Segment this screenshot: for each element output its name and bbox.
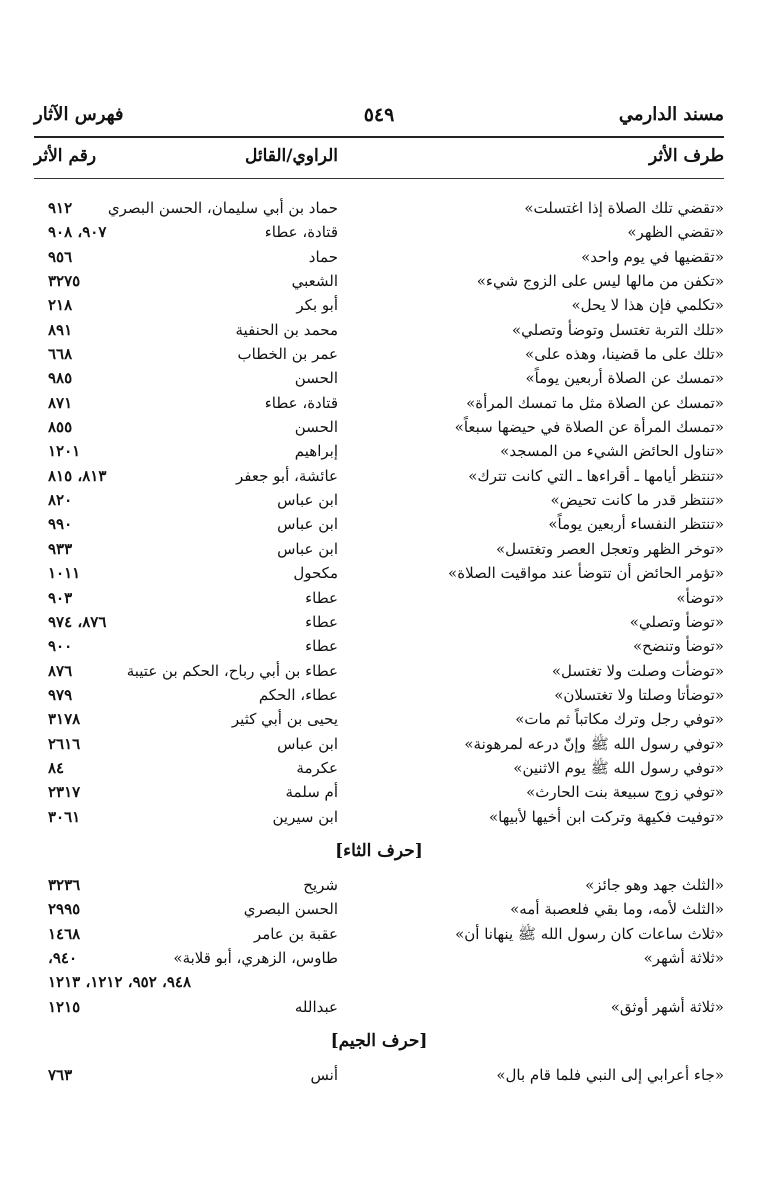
athar-number: ٩٠٣ xyxy=(48,588,73,607)
rawi-text: الحسن xyxy=(294,418,338,437)
rawi-text: شريح xyxy=(303,875,338,894)
table-row xyxy=(34,922,724,946)
athar-text: «توخر الظهر وتعجل العصر وتغتسل» xyxy=(495,539,724,558)
rawi-text: ابن عباس xyxy=(277,515,338,534)
table-row xyxy=(34,683,724,707)
athar-number: ٣٠٦١ xyxy=(48,807,81,826)
header-rule xyxy=(34,136,724,138)
column-headers xyxy=(34,146,724,174)
athar-number: ٧٦٣ xyxy=(48,1066,73,1084)
rawi-text: عطاء xyxy=(305,637,338,656)
rawi-text: عطاء بن أبي رباح، الحكم بن عتيبة xyxy=(126,661,338,680)
athar-number: ٨١٣، ٨١٥ xyxy=(48,466,107,485)
athar-text: «الثلث جهد وهو جائز» xyxy=(585,875,724,894)
athar-text: «تنتظر قدر ما كانت تحيض» xyxy=(550,491,724,510)
athar-text: «الثلث لأمه، وما بقي فلعصبة أمه» xyxy=(510,900,724,919)
rawi-text: حماد xyxy=(308,247,338,266)
athar-number: ٨٩١ xyxy=(48,320,73,339)
athar-number: ٨٧٦، ٩٧٤ xyxy=(48,612,107,631)
table-row xyxy=(34,659,724,683)
rawi-text: عمر بن الخطاب xyxy=(237,345,338,364)
athar-text: «تمسك المرأة عن الصلاة في حيضها سبعاً» xyxy=(454,418,724,437)
athar-text: «توفي رسول الله ﷺ يوم الاثنين» xyxy=(513,758,724,777)
athar-number: ٨٤ xyxy=(48,758,65,777)
rawi-text: يحيى بن أبي كثير xyxy=(231,710,338,729)
table-row xyxy=(34,732,724,756)
page-number: ٥٤٩ xyxy=(363,104,395,126)
athar-text: «تمسك عن الصلاة أربعين يوماً» xyxy=(525,369,724,388)
entries-group-jim xyxy=(34,1063,724,1087)
athar-text: «تكفن من مالها ليس على الزوج شيء» xyxy=(476,272,724,291)
rawi-text: ابن عباس xyxy=(277,734,338,753)
table-row xyxy=(34,873,724,897)
rawi-text: ابن عباس xyxy=(277,491,338,510)
athar-text: «توضأ» xyxy=(676,588,724,607)
table-row xyxy=(34,586,724,610)
column-header-rule xyxy=(34,178,724,179)
entries-group-tha xyxy=(34,873,724,1019)
athar-number: ٣١٧٨ xyxy=(48,710,81,729)
athar-text: «ثلاثة أشهر» xyxy=(643,948,724,967)
athar-number: ٢١٨ xyxy=(48,296,73,315)
athar-number: ١٢١٥ xyxy=(48,997,81,1016)
table-row xyxy=(34,342,724,366)
athar-text: «توضأتا وصلتا ولا تغتسلان» xyxy=(554,685,724,704)
rawi-text: ابن عباس xyxy=(277,539,338,558)
table-row xyxy=(34,293,724,317)
athar-text: «ثلاث ساعات كان رسول الله ﷺ ينهانا أن» xyxy=(455,924,724,943)
rawi-text: عطاء xyxy=(305,588,338,607)
athar-number: ٩٤٨، ٩٥٢، ١٢١٢، ١٢١٣ xyxy=(48,973,192,992)
athar-number: ٩٨٥ xyxy=(48,369,73,388)
athar-number: ٨٧١ xyxy=(48,393,73,412)
table-row xyxy=(34,196,724,220)
athar-number: ١٠١١ xyxy=(48,564,81,583)
table-row xyxy=(34,897,724,921)
table-row xyxy=(34,512,724,536)
table-row xyxy=(34,269,724,293)
athar-text: «تقضيها في يوم واحد» xyxy=(581,247,724,266)
athar-number: ٨٢٠ xyxy=(48,491,73,510)
athar-number: ٩٣٣ xyxy=(48,539,73,558)
athar-text: «توفي رجل وترك مكاتباً ثم مات» xyxy=(515,710,724,729)
athar-number: ١٤٦٨ xyxy=(48,924,81,943)
rawi-text: مكحول xyxy=(293,564,338,583)
athar-text: «توفيت فكيهة وتركت ابن أخيها لأبيها» xyxy=(489,807,724,826)
rawi-text: محمد بن الحنفية xyxy=(235,320,338,339)
rawi-text: الحسن xyxy=(294,369,338,388)
athar-number: ٩٠٠ xyxy=(48,637,73,656)
athar-number: ٦٦٨ xyxy=(48,345,73,364)
table-row xyxy=(34,391,724,415)
rawi-text: الحسن البصري xyxy=(243,900,338,919)
rawi-text: الشعبي xyxy=(291,272,338,291)
athar-number: ٢٩٩٥ xyxy=(48,900,81,919)
athar-number: ٩١٢ xyxy=(48,199,73,217)
athar-text: «توضأ وتصلي» xyxy=(629,612,724,631)
rawi-text: قتادة، عطاء xyxy=(264,223,338,242)
athar-number: ٩٥٦ xyxy=(48,247,73,266)
athar-text: «تنتظر أيامها ـ أقراءها ـ التي كانت تترك» xyxy=(468,466,724,485)
athar-text: «تلك التربة تغتسل وتوضأ وتصلي» xyxy=(511,320,724,339)
entries-group-ta xyxy=(34,196,724,829)
athar-number: ٨٧٦ xyxy=(48,661,73,680)
rawi-text: عطاء xyxy=(305,612,338,631)
table-row xyxy=(34,488,724,512)
table-row xyxy=(34,318,724,342)
index-title: فهرس الآثار xyxy=(34,104,124,125)
table-row xyxy=(34,995,724,1019)
athar-number: ٩٩٠ xyxy=(48,515,73,534)
rawi-text: عائشة، أبو جعفر xyxy=(236,466,338,485)
rawi-text: حماد بن أبي سليمان، الحسن البصري xyxy=(107,199,338,217)
athar-number: ٩٤٠، xyxy=(48,948,78,967)
rawi-text: ابن سيرين xyxy=(272,807,338,826)
athar-number: ٣٢٧٥ xyxy=(48,272,81,291)
athar-text: «تقضي الظهر» xyxy=(627,223,724,242)
athar-text: «جاء أعرابي إلى النبي فلما قام بال» xyxy=(496,1066,724,1084)
table-row xyxy=(34,756,724,780)
athar-text: «تؤمر الحائض أن تتوضأ عند مواقيت الصلاة» xyxy=(448,564,724,583)
running-header xyxy=(34,104,724,134)
athar-number: ٩٠٧، ٩٠٨ xyxy=(48,223,107,242)
table-row xyxy=(34,245,724,269)
rawi-text: قتادة، عطاء xyxy=(264,393,338,412)
table-row xyxy=(34,805,724,829)
book-title: مسند الدارمي xyxy=(618,104,724,125)
table-row xyxy=(34,415,724,439)
rawi-text: طاوس، الزهري، أبو قلابة» xyxy=(173,948,338,967)
athar-number: ٢٣١٧ xyxy=(48,783,81,802)
athar-text: «تكلمي فإن هذا لا يحل» xyxy=(571,296,724,315)
table-row xyxy=(34,220,724,244)
rawi-text: عطاء، الحكم xyxy=(258,685,338,704)
athar-text: «تناول الحائض الشيء من المسجد» xyxy=(500,442,724,461)
rawi-column-header: الراوي/القائل xyxy=(244,146,338,166)
table-row xyxy=(34,946,724,970)
athar-text: «تنتظر النفساء أربعين يوماً» xyxy=(548,515,724,534)
athar-text: «توضأت وصلت ولا تغتسل» xyxy=(551,661,724,680)
index-table xyxy=(34,196,724,1087)
number-column-header: رقم الأثر xyxy=(34,146,97,166)
table-row xyxy=(34,439,724,463)
rawi-text: عكرمة xyxy=(296,758,338,777)
athar-text: «توفي رسول الله ﷺ وإنّ درعه لمرهونة» xyxy=(464,734,724,753)
table-row xyxy=(34,366,724,390)
athar-number: ٨٥٥ xyxy=(48,418,73,437)
section-heading-tha: [حرف الثاء] xyxy=(335,840,423,861)
table-row xyxy=(34,970,724,994)
athar-column-header: طرف الأثر xyxy=(649,146,724,166)
athar-text: «تلك على ما قضينا، وهذه على» xyxy=(525,345,724,364)
rawi-text: أم سلمة xyxy=(285,783,338,802)
table-row xyxy=(34,780,724,804)
athar-number: ٩٧٩ xyxy=(48,685,73,704)
rawi-text: عبدالله xyxy=(294,997,338,1016)
table-row xyxy=(34,634,724,658)
table-row xyxy=(34,561,724,585)
athar-text: «تقضي تلك الصلاة إذا اغتسلت» xyxy=(524,199,724,217)
table-row xyxy=(34,610,724,634)
table-row xyxy=(34,1063,724,1087)
athar-number: ٢٦١٦ xyxy=(48,734,81,753)
athar-number: ١٢٠١ xyxy=(48,442,81,461)
rawi-text: عقبة بن عامر xyxy=(253,924,338,943)
section-heading-jim: [حرف الجيم] xyxy=(330,1031,428,1051)
table-row xyxy=(34,464,724,488)
athar-text: «توفي زوج سبيعة بنت الحارث» xyxy=(526,783,724,802)
table-row xyxy=(34,707,724,731)
rawi-text: أبو بكر xyxy=(296,296,338,315)
athar-number: ٣٢٣٦ xyxy=(48,875,81,894)
athar-text: «توضأ وتنضح» xyxy=(633,637,724,656)
athar-text: «تمسك عن الصلاة مثل ما تمسك المرأة» xyxy=(466,393,724,412)
rawi-text: أنس xyxy=(310,1066,338,1084)
table-row xyxy=(34,537,724,561)
rawi-text: إبراهيم xyxy=(294,442,338,461)
athar-text: «ثلاثة أشهر أوثق» xyxy=(610,997,724,1016)
